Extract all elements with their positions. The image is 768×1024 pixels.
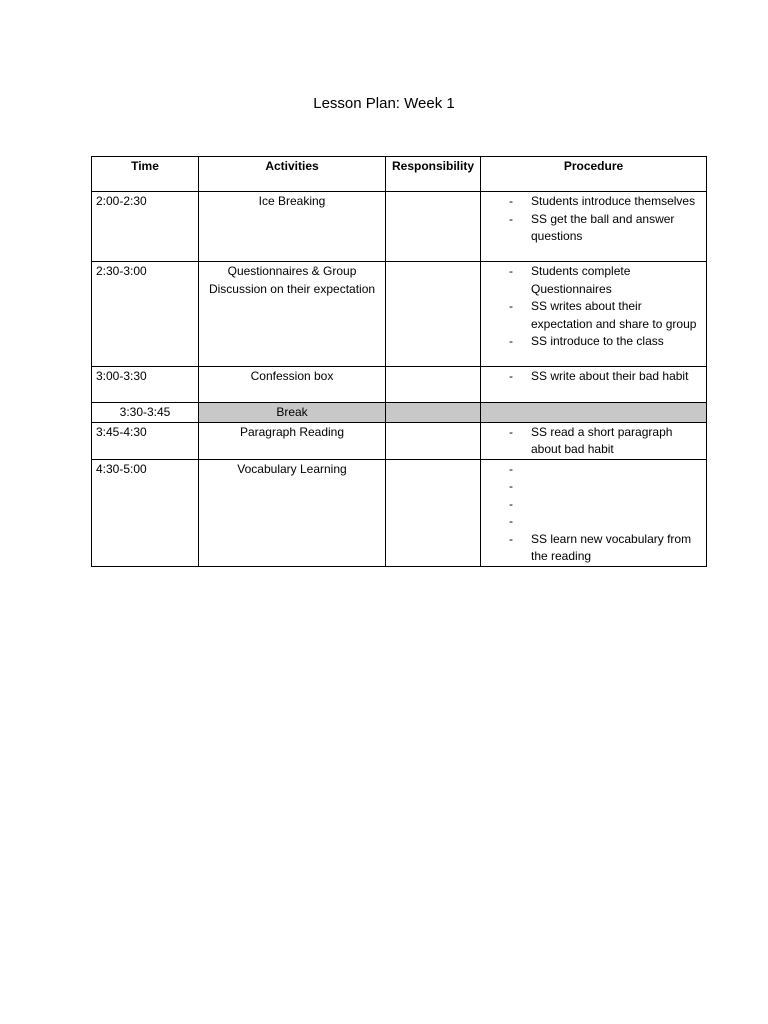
activity-cell: Vocabulary Learning [199, 459, 386, 566]
procedure-text: SS writes about their expectation and share to group [531, 299, 697, 331]
responsibility-cell [386, 403, 481, 423]
responsibility-cell [386, 192, 481, 262]
procedure-text: Students complete Questionnaires [531, 264, 631, 296]
procedure-item [485, 531, 702, 566]
header-responsibility: Responsibility [386, 157, 481, 192]
procedure-item [485, 368, 702, 386]
activity-cell: Questionnaires & Group Discussion on their expectation [199, 262, 386, 367]
responsibility-cell [386, 422, 481, 459]
bullet-dash: - [509, 369, 513, 383]
procedure-item [485, 193, 702, 211]
bullet-dash: - [509, 299, 513, 313]
table-row [92, 422, 707, 459]
responsibility-cell [386, 367, 481, 403]
table-row [92, 367, 707, 403]
procedure-text: SS learn new vocabulary from the reading [531, 531, 692, 563]
activity-cell: Confession box [199, 367, 386, 403]
procedure-cell [481, 459, 707, 566]
bullet-dash: - [509, 514, 513, 528]
procedure-item [485, 496, 702, 514]
procedure-item [485, 478, 702, 496]
time-cell: 2:00-2:30 [92, 192, 199, 262]
header-time: Time [92, 157, 199, 192]
time-cell: 3:00-3:30 [92, 367, 199, 403]
procedure-cell [481, 367, 707, 403]
table-row [92, 459, 707, 566]
page-title: Lesson Plan: Week 1 [313, 95, 455, 112]
bullet-dash: - [509, 264, 513, 278]
bullet-dash: - [509, 211, 513, 226]
time-cell: 3:30-3:45 [92, 403, 199, 423]
procedure-text: Students introduce themselves [531, 194, 696, 208]
procedure-item [485, 461, 702, 479]
time-cell: 2:30-3:00 [92, 262, 199, 367]
table-row [92, 262, 707, 367]
procedure-item [485, 513, 702, 531]
time-cell: 4:30-5:00 [92, 459, 199, 566]
time-cell: 3:45-4:30 [92, 422, 199, 459]
procedure-text: SS read a short paragraph about bad habit [531, 424, 673, 456]
procedure-item [485, 424, 702, 459]
header-row [92, 157, 707, 192]
bullet-dash: - [509, 194, 513, 208]
procedure-item [485, 298, 702, 333]
activity-cell: Paragraph Reading [199, 422, 386, 459]
procedure-cell [481, 403, 707, 423]
procedure-cell [481, 192, 707, 262]
bullet-dash: - [509, 461, 513, 476]
table-row [92, 192, 707, 262]
procedure-text: SS get the ball and answer questions [531, 211, 675, 243]
procedure-item [485, 263, 702, 298]
responsibility-cell [386, 459, 481, 566]
lesson-plan-table [91, 156, 707, 567]
activity-cell: Ice Breaking [199, 192, 386, 262]
header-procedure: Procedure [481, 157, 707, 192]
procedure-cell [481, 422, 707, 459]
procedure-text: SS write about their bad habit [531, 369, 689, 383]
header-activities: Activities [199, 157, 386, 192]
bullet-dash: - [509, 479, 513, 493]
procedure-item [485, 333, 702, 351]
bullet-dash: - [509, 531, 513, 546]
responsibility-cell [386, 262, 481, 367]
procedure-text: SS introduce to the class [531, 334, 664, 348]
break-row [92, 403, 707, 423]
bullet-dash: - [509, 424, 513, 439]
bullet-dash: - [509, 334, 513, 348]
procedure-item [485, 211, 702, 246]
bullet-dash: - [509, 496, 513, 511]
activity-cell: Break [199, 403, 386, 423]
procedure-cell [481, 262, 707, 367]
